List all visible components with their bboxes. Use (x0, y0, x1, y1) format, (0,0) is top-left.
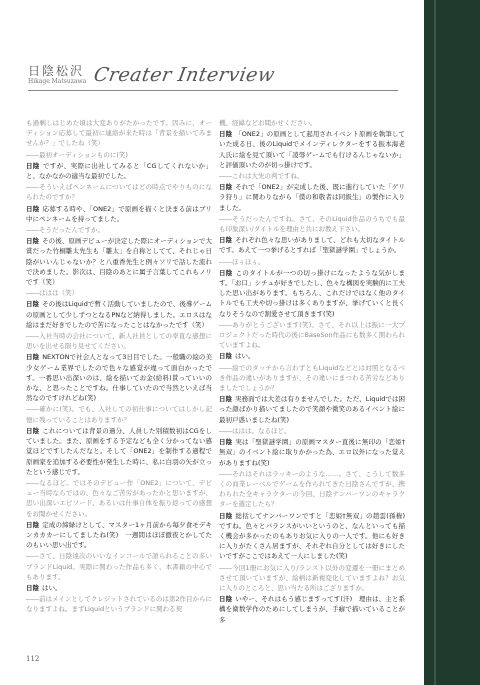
paragraph-text: いやー、それはもう感じますってす(汗) 理由は、主と系構を衛数学作のためにしてしまうが、手癖で描いていることが多 (219, 595, 405, 624)
interview-answer (219, 235, 405, 255)
speaker-label: 日陰 (219, 236, 233, 245)
paragraph-text: NEXTONで社会人となって3日目でした。一般職の絵の美少女ゲーム業界でしたので色々な感覚が違って面白かったです。一番思い出深いのは、絵を描いてお金(給料)貰っていいのかな、と思ったことですね。仕事していたので当然といえば当然なのですけれどね(笑) (26, 353, 212, 403)
paragraph-text: ――さて、日陰達次のいいなインコールで語られることの多いブランドLiquid。実際に関わった作品も多く、本書籍の中心でもあります。 (26, 552, 212, 581)
paragraph-text: 応募する時や、「ONE2」で原画を描くと決まる前はブリ中にペンネームを持ってました。 (26, 204, 212, 223)
speaker-label: 日陰 (219, 130, 233, 139)
right-text-column (219, 118, 405, 658)
paragraph-text: このタイトルが一つの切っ掛けになったような気がします。「お口」シチュが好きでしたし、色々な構図を実験的に工夫した思い出があります。もちろん、これだけではなく他のタイトルでも工夫や切っ掛けは多くありますが、挙げていくと長くなりそうなので割愛させて頂きます(笑) (219, 268, 405, 318)
side-band-line (434, 0, 436, 685)
page-header (28, 62, 408, 102)
side-color-band (424, 0, 480, 685)
interview-question (219, 214, 405, 234)
interview-question (26, 225, 212, 235)
paragraph-text: ――そういえばペンネームについてはどの時点でやりものになられたのですか？ (26, 183, 212, 202)
speaker-label: 日陰 (26, 353, 40, 362)
interview-question (26, 118, 212, 149)
speaker-label: 日陰 (219, 183, 233, 192)
paragraph-text: はい。 (42, 583, 62, 592)
speaker-label: 日陰 (26, 237, 40, 246)
paragraph-text: ――絵でのタッチから言わずともLiquidなどとは対照となるべき作品の違いがありますが、その違いにまつわる苦労などありましたでしょうか？ (219, 363, 405, 393)
interview-answer (26, 583, 212, 593)
interview-question (26, 594, 212, 614)
paragraph-text: はい。 (235, 352, 255, 361)
paragraph-text: ――それはそれはラッキーのような……。さて、こうして数多くの商業レーベルでゲームを作られてきた日陰さんですが、携わられた全キャラクターの今回、日陰ナンバーワンのキャラクターを選定したら？ (219, 469, 405, 509)
paragraph-text: ――これは大先の判ですね。 (219, 172, 304, 181)
interview-question (26, 404, 212, 424)
paragraph-text: ――確かに(笑)。でも、入社しての初仕事についてはしかし記憶に残っていることはありますか？ (26, 405, 212, 424)
interview-answer (219, 594, 405, 625)
paragraph-text: ――そうだったんですか。 (26, 226, 104, 235)
paragraph-text: ――今回1冊にお気に入り/ランスト以外の変遷を一冊にまとめさせて頂いていますが、絵柄は新複変化していますよね？お気に入りのところと、思い当たる所はござりますか。 (219, 563, 405, 592)
paragraph-text: ――ははは。なるほど。 (219, 426, 291, 435)
paragraph-text: 実は「聖獄謎学園」の原画マスター直後に無印の「恋姫†無双」のイベント絵に取りかかった為、エロ以外になった覚えがありますね(笑) (219, 438, 405, 467)
paragraph-text: 「ONE2」の原画として起用されイベント原画を執筆していた成る日、後のLiquidでメインディレクターをする振本海老人氏に絵を見て頂いて「凌辱ゲームでも行けるんじゃないか」と評価頂いたのが切っ掛けです。 (219, 130, 405, 169)
interview-answer (219, 394, 405, 425)
paragraph-text: ――そうだったんですね。さて、そのLiquid作品のうちでも最も印象深い/タイトルを理由と共にお教え下さい。 (219, 214, 405, 234)
interview-answer (26, 236, 212, 287)
speaker-label: 日陰 (219, 595, 233, 604)
interview-question (219, 469, 405, 510)
speaker-label: 日陰 (219, 438, 233, 447)
paragraph-text: ――ははは（笑） (26, 289, 78, 298)
interview-answer (26, 352, 212, 403)
paragraph-text: ――前はメインとしてクレジットされているのは第2作目からになりますよね。まずLiquidというブランドに関わる契 (26, 595, 212, 614)
speaker-label: 日陰 (26, 520, 40, 529)
paragraph-text: ――ほぅほぅ。 (219, 257, 265, 266)
paragraph-text: それで「ONE2」が完成した後、既に進行していた「ゲリラ狩り」に関わりながら「僕の和敬者は同級生」の製作に入りました。 (219, 183, 405, 212)
interview-question (219, 257, 405, 267)
speaker-label: 日陰 (219, 395, 233, 404)
left-text-column (26, 118, 212, 658)
artist-name-title: 日陰松沢 (28, 64, 85, 78)
paragraph-text: ――ありがとうございます(笑)。さて、それ以上は振に一大プロジェクトだった時代の後にBaseSon作品にも数多く関わられていますよね。 (219, 320, 405, 350)
paragraph-text: これについては背景の過分、人員した別積数初はCGをしていました。また、原画をする予定なども全く分かってない感覚ほどですしたんだなと。そして「ONE2」を制作する過程で原画家を追加する必要性が発生した時に、私に白羽の矢が立ったという感じです。 (26, 426, 212, 476)
paragraph-text: 定成の締緑けとして、マスター1ヶ月前から毎夕食モデキンカカカーにしてましたね(笑) 一週間はほぼ徹夜とかしてたのもいい思い出です。 (26, 520, 212, 550)
interview-question (219, 563, 405, 594)
paragraph-text: それぞれ色々な思いがありまして、どれも大切なタイトルです。あえて一つ挙げるとすれば「聖獄謎学園」でしょうか。 (219, 236, 405, 255)
speaker-label: 日陰 (219, 352, 232, 361)
artist-name-romaji: Hikage Matsuzawa (28, 78, 87, 85)
paragraph-text: ですが、実際に出社してみると「CGしてくれないか」と、なかなかの適当な最初でした。 (26, 161, 212, 181)
paragraph-text: 総括してナンバーワンですと「恋姫†無双」の趙雲(孫権)ですね。色々とバランスがいいというのと、なんといっても描く機会が多かったのもありお気に入りの一人です。他にも好きに入りがたくさん居ますが、それぞれ自分としては好きにしたいですがここではあえて一人にしました(笑) (219, 511, 405, 561)
interview-question (26, 150, 212, 160)
interview-answer (219, 437, 405, 468)
paragraph-text: 実務面では大差は有りませんでした。ただ、Liquidでは困った顔ばかり描いてましたので笑顔や微笑のあるイベント絵に最初戸惑いましたね(笑) (219, 395, 405, 424)
paragraph-text: ――なるほど。ではそのデビュー作「ONE2」について、デビュー当時ならではの、色々なご苦労があったかと思いますが、思い出深いエピソード、あるいは仕事自体を振り返っての感想をお聞かせください。 (26, 478, 212, 518)
interview-answer (219, 268, 405, 319)
interview-answer (26, 520, 212, 551)
interview-answer (219, 511, 405, 562)
interview-question (26, 182, 212, 202)
paragraph-text: その後はLiquidで暫く活動していましたので、後導ゲームの原画として少しずつとなるPNなど納得しました。エロスはな絵はまだ好きでしたので苦になったことはなかったです（笑） (26, 300, 212, 329)
speaker-label: 日陰 (26, 300, 40, 309)
interview-question (26, 551, 212, 582)
interview-question (219, 320, 405, 351)
interview-question (219, 363, 405, 394)
paragraph-text: その後、原画デビューが決定した際にオーディションで大賞だった竹桐雛太先生も「雛太」を自称としてて、それじゃ日陰がいいんじゃないか？と八重香先生と例々ソリで話した流れで決めました。影次は、目陰のあとに属子言葉してこれもノリです（笑） (26, 237, 212, 287)
side-decoration (424, 0, 480, 685)
paragraph-text: も過剰しはじめた頃は大変ありがたかったです。因みに、オーディション応募して最初に連絡が来た時は「背景を描いてみませんか？」でしたね（笑） (26, 119, 212, 148)
speaker-label: 日陰 (219, 268, 233, 277)
page-number: 112 (26, 655, 40, 663)
interview-answer (219, 182, 405, 213)
interview-question (26, 288, 212, 298)
interview-answer (26, 204, 212, 224)
paragraph-text: ――最初オーディションものに(笑) (26, 150, 128, 159)
section-title: Creater Interview (92, 64, 277, 86)
interview-answer (219, 351, 405, 361)
interview-question (219, 118, 405, 128)
interview-answer (26, 161, 212, 181)
speaker-label: 日陰 (26, 204, 40, 213)
speaker-label: 日陰 (219, 511, 233, 520)
interview-answer (26, 426, 212, 477)
header-divider (28, 90, 398, 91)
speaker-label: 日陰 (26, 583, 39, 592)
speaker-label: 日陰 (26, 426, 40, 435)
paragraph-text: ――入社当時の会社について、新人社員としての率直な感想に思いを出せる限り見せてください。 (26, 332, 212, 351)
interview-question (219, 171, 405, 181)
interview-question (26, 478, 212, 519)
interview-question (219, 426, 405, 436)
interview-question (26, 331, 212, 351)
interview-answer (26, 299, 212, 330)
speaker-label: 日陰 (26, 161, 40, 170)
interview-answer (219, 129, 405, 170)
paragraph-text: 機、経緯などお聞かせください。 (219, 119, 317, 127)
